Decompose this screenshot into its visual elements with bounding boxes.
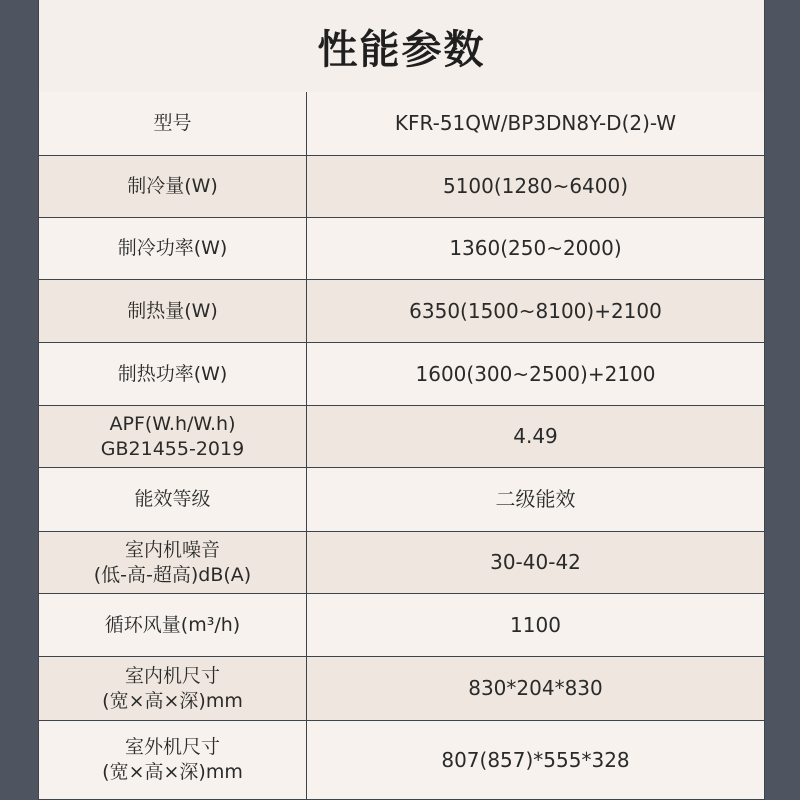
row-value <box>307 468 764 531</box>
label-line: 室内机尺寸 <box>124 664 220 687</box>
spec-row-indoor-noise <box>39 532 764 594</box>
spec-row-energy-grade <box>39 468 764 532</box>
label-line: (宽×高×深)mm <box>102 761 243 783</box>
row-value <box>307 343 764 405</box>
value-text: 830*204*830 <box>468 676 603 700</box>
row-label <box>39 280 307 342</box>
title-bar <box>39 0 764 93</box>
value-text: 二级能效 <box>495 487 576 511</box>
label-line: 制冷功率(W) <box>117 237 228 259</box>
value-text: 1100 <box>510 612 561 637</box>
label-line: GB21455-2019 <box>100 437 245 460</box>
row-value <box>307 92 764 155</box>
spec-row-cooling-power <box>39 218 764 280</box>
label-line: 制冷量(W) <box>127 175 218 197</box>
row-label <box>39 218 307 279</box>
row-label <box>39 343 307 405</box>
row-value <box>307 532 764 593</box>
spec-row-model <box>39 92 764 156</box>
value-text: 807(857)*555*328 <box>441 747 630 772</box>
label-line: (低-高-超高)dB(A) <box>93 563 252 586</box>
row-value <box>307 721 764 799</box>
row-label <box>39 532 307 593</box>
value-text: 1360(250~2000) <box>449 236 622 260</box>
spec-row-heating-power <box>39 343 764 406</box>
row-value <box>307 280 764 342</box>
value-text: KFR-51QW/BP3DN8Y-D(2)-W <box>394 111 677 135</box>
row-value <box>307 218 764 279</box>
page-title: 性能参数 <box>317 26 486 73</box>
value-text: 1600(300~2500)+2100 <box>415 361 656 386</box>
value-text: 4.49 <box>513 424 558 448</box>
label-line: 循环风量(m³/h) <box>104 613 241 636</box>
spec-card <box>38 0 765 800</box>
spec-table <box>39 92 764 800</box>
row-label <box>39 594 307 656</box>
row-label <box>39 92 307 155</box>
label-line: (宽×高×深)mm <box>102 689 243 712</box>
row-value <box>307 406 764 467</box>
label-line: 型号 <box>153 112 192 134</box>
label-line: 制热量(W) <box>127 299 218 322</box>
row-label <box>39 468 307 531</box>
label-line: APF(W.h/W.h) <box>109 412 236 435</box>
value-text: 30-40-42 <box>490 550 581 574</box>
label-line: 能效等级 <box>134 488 211 510</box>
row-value <box>307 594 764 656</box>
label-line: 室内机噪音 <box>124 538 220 561</box>
row-label <box>39 406 307 467</box>
label-line: 制热功率(W) <box>117 362 228 385</box>
spec-row-heating-capacity <box>39 280 764 343</box>
label-line: 室外机尺寸 <box>124 736 220 758</box>
spec-row-apf <box>39 406 764 468</box>
row-value <box>307 156 764 217</box>
spec-row-outdoor-size <box>39 721 764 800</box>
row-value <box>307 657 764 720</box>
spec-row-cooling-capacity <box>39 156 764 218</box>
spec-row-indoor-size <box>39 657 764 721</box>
value-text: 6350(1500~8100)+2100 <box>409 298 662 323</box>
row-label <box>39 156 307 217</box>
value-text: 5100(1280~6400) <box>442 174 629 198</box>
row-label <box>39 721 307 799</box>
row-label <box>39 657 307 720</box>
spec-row-airflow <box>39 594 764 657</box>
